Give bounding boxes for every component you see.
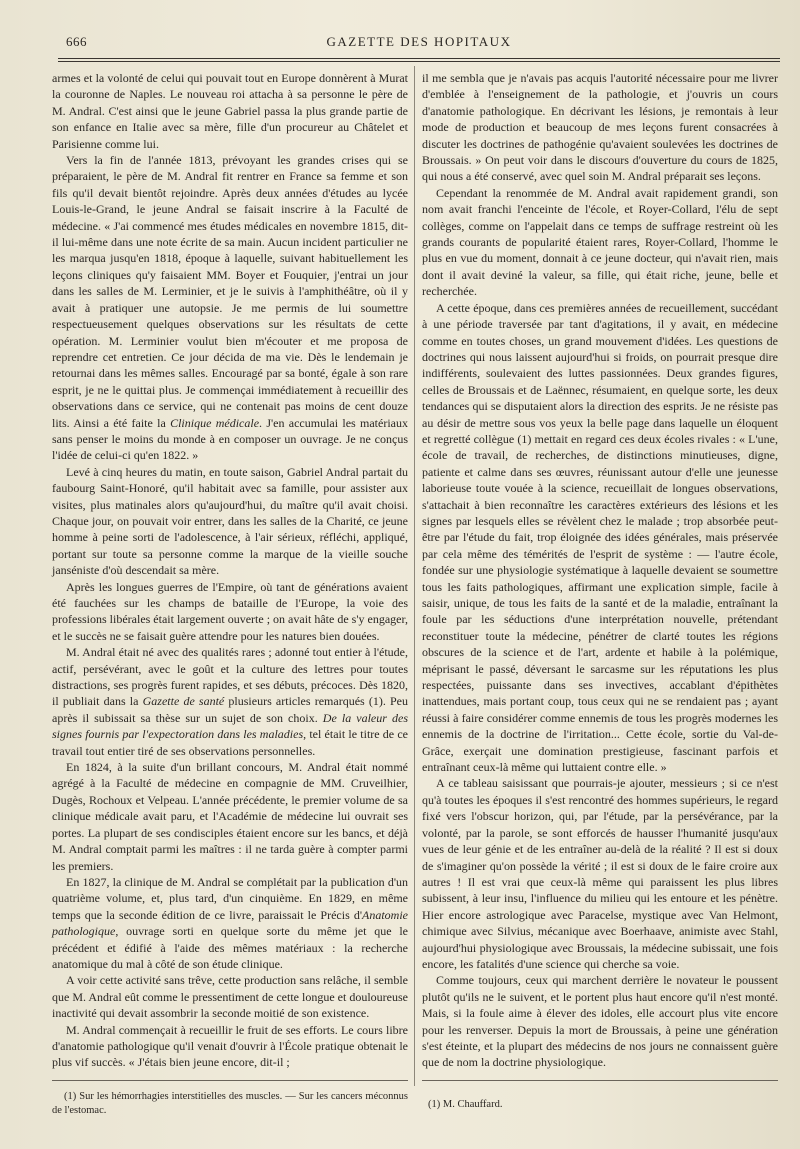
- paragraph: armes et la volonté de celui qui pouvait tout en Europe donnèrent à Murat la couronne de Naples. Le nouveau roi attacha à sa personne le père de M. Andral. C'est ainsi que le jeune Gabriel passa la plus grande partie de son enfance en Italie avec sa mère, fille d'un procureur au Châtelet et Parisienne comme lui.: [52, 71, 408, 151]
- footnote-rule: [422, 1080, 778, 1081]
- text-run: Vers la fin de l'année 1813, prévoyant les grandes crises qui se préparaient, le père de M. Andral fit rentrer en France sa femme et son fils qu'il devait bientôt rejoindre. Après deux années d'études au lycée Louis-le-Grand, le jeune Andral se faisait inscrire à la Faculté de médecine. « J'ai commencé mes études médicales en novembre 1815, dit-il lui-même dans une note écrite de sa main. Aucun incident particulier ne les marqua jusqu'en 1818, époque à laquelle, suivant habituellement les leçons cliniques qu'y faisaient MM. Boyer et Fouquier, j'entrai un jour dans les salles de M. Lerminier, et je le suivis à l'amphithéâtre, où il y avait à pratiquer une autopsie. Je me permis de lui soumettre respectueusement quelques observations sur les résultats de cette opération. M. Lerminier voulut bien m'écouter et me proposa de reprendre cet entretien. Ce jour décida de ma vie. Dès le lendemain je retournai dans les mêmes salles. Encouragé par sa bonté, égale à son rare esprit, je ne le quittai plus. Je commençai immédiatement à recueillir des observations dans ce service, qui ne contenait pas moins de cent douze lits. Ainsi a été faite la: [52, 153, 408, 430]
- column-rule: [414, 66, 415, 1086]
- italic-title: Gazette de santé: [142, 694, 225, 709]
- footnote-right: (1) M. Chauffard.: [428, 1099, 503, 1110]
- paragraph: Levé à cinq heures du matin, en toute saison, Gabriel Andral partait du faubourg Saint-Honoré, qu'il habitait avec sa famille, pour assister aux visites, plus matinales alors qu'aujourd'hui, du maître qu'il avait choisi. Chaque jour, on pouvait voir entrer, dans les salles de la Charité, ce jeune homme à peine sorti de l'adolescence, à l'air sérieux, réfléchi, appliqué, portant sur toute sa personne comme la marque de la vieille souche janséniste d'où descendait sa mère.: [52, 464, 408, 578]
- paragraph: [52, 152, 408, 464]
- footnote-left: (1) Sur les hémorrhagies interstitielles des muscles. — Sur les cancers méconnus de l'estomac.: [52, 1091, 408, 1116]
- paragraph: A voir cette activité sans trêve, cette production sans relâche, il semble que M. Andral eût comme le pressentiment de cette longue et douloureuse inactivité qui devait assombrir la seconde moitié de son existence.: [52, 973, 408, 1021]
- text-run: M. Andral était né avec des qualités rares ; adonné tout entier à l'étude, actif, persévérant, avec le goût et la culture des lettres pour toutes distractions, ses progrès furent rapides, et ses débuts, précoces. Dès 1820, il publiait dans la: [52, 645, 408, 709]
- text-run: . J'en accumulai les matériaux sans penser le moins du monde à en composer un ouvrage. Je ne conçus l'idée de celui-ci qu'en 1822. »: [52, 415, 408, 463]
- running-title: GAZETTE DES HOPITAUX: [326, 34, 512, 49]
- italic-title: Clinique médicale: [170, 415, 260, 430]
- paragraph: Comme toujours, ceux qui marchent derrière le novateur le poussent plutôt qu'ils ne le suivent, et le portent plus haut encore qu'il n'est monté. Mais, si la foule aime à élever des idoles, elle accourt plus vite encore pour les renverser. Depuis la mort de Broussais, à peine une génération s'est éteinte, et la plupart des médecins de nos jours ne connaissent guère que de nom la doctrine physiologique.: [422, 973, 778, 1070]
- paragraph: M. Andral commençait à recueillir le fruit de ses efforts. Le cours libre d'anatomie pathologique qu'il venait d'ouvrir à l'École pratique obtenait le plus vif succès. « J'étais bien jeune encore, dit-il ;: [52, 1022, 408, 1070]
- text-run: , ouvrage sorti en quelque sorte du même jet que le précédent et édifié à l'aide des mêmes matériaux : la recherche anatomique du mal à côté de son étude clinique.: [52, 924, 408, 971]
- paragraph: [52, 644, 408, 759]
- paragraph: A cette époque, dans ces premières années de recueillement, succédant à une période traversée par tant d'agitations, il y avait, en médecine comme en toutes choses, un grand mouvement d'idées. Les questions de doctrines qui nous laissent aujourd'hui si froids, on pourrait presque dire indifférents, soulevaient des luttes passionnées. Deux grandes figures, celles de Broussais et de Laënnec, résumaient, en quelque sorte, les deux tendances qui se disputaient alors la direction des esprits. Je ne résiste pas au désir de mettre sous vos yeux la belle page dans laquelle un éloquent et regretté collègue (1) mettait en regard ces deux écoles rivales : « L'une, école de travail, de recherches, de distinctions minutieuses, digne, patiente et calme dans ses œuvres, réunissant autour d'elle une jeunesse laborieuse toute vouée à la science, recueillait de longues observations, s'attachait à bien reconnaître les caractères extérieurs des lésions et les signes par lesquels elles se révèlent chez le malade ; trop absorbée peut-être par l'étude du fait, trop éloignée des idées générales, mais préservée par cela même des témérités de l'esprit de système : — l'autre école, fondée sur une physiologie systématique à laquelle devaient se soumettre tous les faits pathologiques, affirmant une explication simple, facile à saisir, unique, de tous les faits de la santé et de la maladie, entraînant la foule par les séductions d'une interprétation nouvelle, prétendant reconstituer toute la médecine, pénétrer de clarté toutes les régions obscures de la science et de l'art, ardente et habile à la polémique, méprisant le passé, déversant le sarcasme sur les réputations les plus respectées, puissante dans ses invectives, accablant d'épithètes inattendues, mais portant coup, tous ceux qui ne se rendaient pas ; ayant réussi à faire considérer comme ennemis de tous les progrès modernes les ennemis de la doctrine de l'irritation... Cette école, sortie du Val-de-Grâce, exerçait une domination prestigieuse, fascinant parfois et entraînant ceux-là même qui luttaient contre elle. »: [422, 300, 778, 775]
- text-run: plusieurs articles remarqués (1). Peu après il subissait sa thèse sur un sujet de son choix.: [52, 694, 408, 725]
- paragraph: [52, 874, 408, 972]
- text-run: En 1827, la clinique de M. Andral se complétait par la publication d'un quatrième volume, et, plus tard, d'un cinquième. En 1829, en même temps que la seconde édition de ce livre, paraissait le Précis d': [52, 874, 408, 922]
- left-column: [52, 70, 408, 1071]
- text-run: , tel était le titre de ce travail tout entier tiré de ses observations personnelles.: [52, 727, 408, 758]
- paragraph: il me sembla que je n'avais pas acquis l'autorité nécessaire pour me livrer d'emblée à l'enseignement de la pathologie, et j'ouvris un cours d'anatomie pathologique. En décrivant les lésions, je remontais à leur mode de production et beaucoup de mes leçons furent consacrées à discuter les doctrines de pathogénie qu'avaient soulevées les doctrines de Broussais. » On peut voir dans le discours d'ouverture du cours de 1825, qui nous a été conservé, avec quel soin M. Andral préparait ses leçons.: [422, 71, 778, 184]
- italic-title: Anatomie pathologique: [52, 907, 408, 939]
- paragraph: Après les longues guerres de l'Empire, où tant de générations avaient été fauchées sur les champs de bataille de l'Europe, la voie des professions libérales était largement ouverte ; on avait hâte de s'y engager, et le succès ne se faisait guère attendre pour les natures bien douées.: [52, 579, 408, 643]
- page-number: 666: [66, 34, 87, 49]
- page-header: [58, 30, 780, 54]
- right-column: [422, 70, 778, 1071]
- paragraph: A ce tableau saisissant que pourrais-je ajouter, messieurs ; si ce n'est qu'à toutes les époques il s'est rencontré des hommes supérieurs, le regard fixé vers l'obscur horizon, qui, par l'étude, par la persévérance, par la volonté, par la parole, se sont efforcés de hausser l'humanité jusqu'aux vues de leur génie et de les entraîner au-delà de la réalité ? Il est si doux de s'imaginer qu'on possède la vérité ; il est si doux de le faire croire aux autres ! Il est vrai que ceux-là même qui paraissent les plus libres subissent, à leur insu, l'influence du milieu qui les entoure et les pénètre. Hier encore astrologique avec Paracelse, mystique avec Van Helmont, chimique avec Silvius, mécanique avec Boerhaave, animiste avec Stahl, aujourd'hui physiologique avec Broussais, la médecine subissait, une fois encore, les fatalités d'une science qui cherche sa voie.: [422, 776, 778, 971]
- footnote-rule: [52, 1080, 408, 1081]
- italic-title: De la valeur des signes fournis par l'expectoration dans les maladies: [52, 710, 408, 742]
- header-rule: [58, 58, 780, 62]
- paragraph: Cependant la renommée de M. Andral avait rapidement grandi, son nom avait franchi l'enceinte de l'école, et Royer-Collard, l'élu de sept collèges, comme on l'appelait dans ce temps de suffrage restreint où les grands courants de popularité étaient rares, Royer-Collard, l'homme le plus en vue du moment, donnait à ce jeune docteur, qui n'avait rien, mais dont il avait deviné la valeur, sa fille, qui était riche, jeune, belle et recherchée.: [422, 185, 778, 299]
- paragraph: En 1824, à la suite d'un brillant concours, M. Andral était nommé agrégé à la Faculté de médecine en compagnie de MM. Cruveilhier, Dugès, Rochoux et Velpeau. L'année précédente, le premier volume de sa clinique médicale avait paru, et l'Académie de médecine lui ouvrait ses portes. La plupart de ses condisciples étaient encore sur les bancs, et déjà M. Andral comptait parmi les maîtres : il ne tarda guère à compter parmi les premiers.: [52, 760, 408, 873]
